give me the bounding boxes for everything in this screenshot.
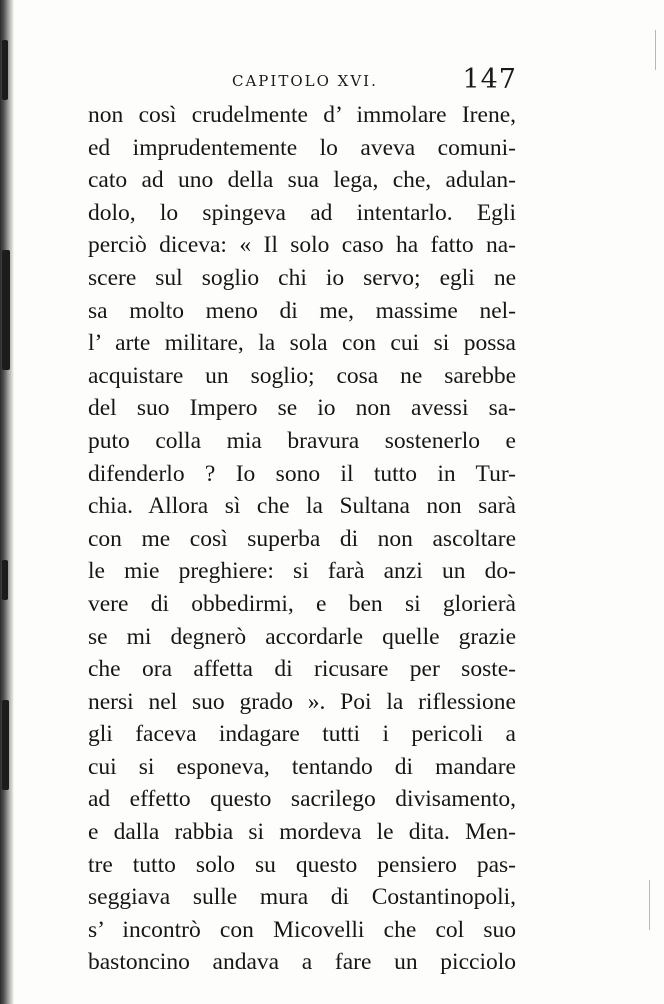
margin-mark [655, 30, 656, 70]
text-line: con me così superba di non ascoltare [88, 525, 516, 552]
text-line: non così crudelmente d’ immolare Irene, [88, 102, 516, 128]
text-line: se mi degnerò accordarle quelle grazie [88, 623, 516, 650]
text-line: ad effetto questo sacrilego divisamento, [88, 786, 516, 813]
text-line: vere di obbedirmi, e ben si glorierà [88, 590, 516, 617]
text-line: che ora affetta di ricusare per soste- [88, 656, 516, 683]
text-line: l’ arte militare, la sola con cui si possa [88, 330, 516, 357]
text-line: del suo Impero se io non avessi sa- [88, 395, 516, 422]
text-line: s’ incontrò con Micovelli che col suo [88, 916, 516, 943]
text-line: scere sul soglio chi io servo; egli ne [88, 264, 516, 291]
text-line: sa molto meno di me, massime nel- [88, 297, 516, 324]
text-line: bastoncino andava a fare un picciolo [88, 949, 516, 976]
binding-speck [2, 40, 8, 100]
page-header [232, 66, 517, 100]
body-text [88, 99, 516, 979]
binding-speck [2, 700, 9, 790]
text-line: e dalla rabbia si mordeva le dita. Men- [88, 819, 516, 846]
margin-mark [649, 880, 650, 930]
text-line: gli faceva indagare tutti i pericoli a [88, 721, 516, 748]
page-number: 147 [462, 64, 517, 95]
text-line: difenderlo ? Io sono il tutto in Tur- [88, 460, 516, 487]
text-line: le mie preghiere: si farà anzi un do- [88, 558, 516, 585]
text-line: tre tutto solo su questo pensiero pas- [88, 851, 516, 878]
text-line: acquistare un soglio; cosa ne sarebbe [88, 362, 516, 389]
binding-speck [2, 250, 10, 370]
text-line: ed imprudentemente lo aveva comuni- [88, 134, 516, 161]
running-title: CAPITOLO XVI. [232, 72, 378, 90]
text-line: dolo, lo spingeva ad intentarlo. Egli [88, 199, 516, 226]
text-line: seggiava sulle mura di Costantinopoli, [88, 884, 516, 911]
text-line: cato ad uno della sua lega, che, adulan- [88, 167, 516, 194]
text-line: cui si esponeva, tentando di mandare [88, 753, 516, 780]
page-binding-shadow [0, 0, 14, 1004]
text-line: perciò diceva: « Il solo caso ha fatto na- [88, 232, 516, 259]
text-line: chia. Allora sì che la Sultana non sarà [88, 493, 516, 520]
binding-speck [2, 560, 8, 600]
text-line: nersi nel suo grado ». Poi la riflessione [88, 688, 516, 715]
text-line: puto colla mia bravura sostenerlo e [88, 427, 516, 454]
